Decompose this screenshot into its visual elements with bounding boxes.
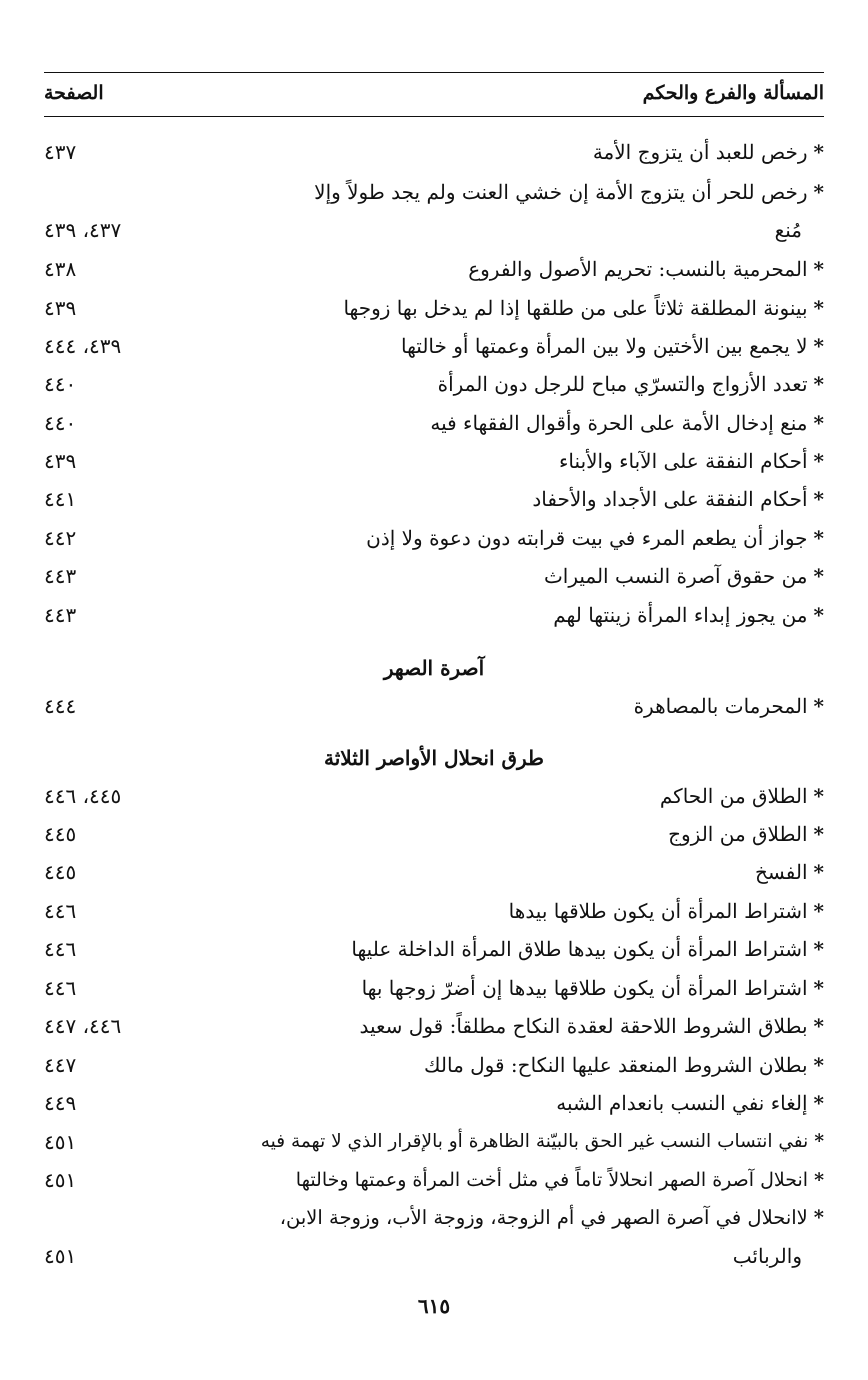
- entry-text: انحلال آصرة الصهر انحلالاً تاماً في مثل أخت المرأة وعمتها وخالتها: [295, 1169, 809, 1191]
- index-entry: [44, 328, 824, 364]
- entry-text: لا يجمع بين الأختين ولا بين المرأة وعمتها أو خالتها: [400, 334, 808, 358]
- index-entry: [44, 174, 824, 210]
- index-entry: [44, 1124, 824, 1160]
- bullet: *: [813, 334, 824, 358]
- entry-pages: ٤٣٩: [44, 296, 77, 320]
- bullet: *: [813, 694, 824, 718]
- entry-text: إلغاء نفي النسب بانعدام الشبه: [556, 1091, 808, 1115]
- bullet: *: [814, 1169, 824, 1191]
- entry-pages: ٤٣٧: [44, 140, 77, 164]
- entry-text: اشتراط المرأة أن يكون طلاقها بيدها: [508, 899, 808, 923]
- entry-pages: ٤٣٩، ٤٤٤: [44, 334, 122, 358]
- entry-pages: ٤٤٦، ٤٤٧: [44, 1014, 122, 1038]
- entry-pages: ٤٥١: [44, 1130, 77, 1154]
- entry-text: رخص للحر أن يتزوج الأمة إن خشي العنت ولم يجد طولاً وإلا: [314, 180, 808, 204]
- entry-pages: ٤٤٥، ٤٤٦: [44, 784, 122, 808]
- entry-text: اشتراط المرأة أن يكون طلاقها بيدها إن أضرّ زوجها بها: [361, 976, 808, 1000]
- index-entry: [44, 970, 824, 1006]
- entry-pages: ٤٤٧: [44, 1053, 77, 1077]
- index-entry: [44, 366, 824, 402]
- bullet: *: [813, 937, 824, 961]
- entry-pages: ٤٤٩: [44, 1091, 77, 1115]
- entry-text: جواز أن يطعم المرء في بيت قرابته دون دعوة ولا إذن: [366, 526, 808, 550]
- index-entry: [44, 1047, 824, 1083]
- index-entry-continuation: [44, 1238, 824, 1274]
- header-rule: [44, 116, 824, 117]
- entry-text: اشتراط المرأة أن يكون بيدها طلاق المرأة الداخلة عليها: [351, 937, 808, 961]
- index-entry-continuation: [44, 212, 824, 248]
- index-entry: [44, 251, 824, 287]
- bullet: *: [813, 487, 824, 511]
- entry-text: من يجوز إبداء المرأة زينتها لهم: [553, 603, 808, 627]
- entry-pages: ٤٤٤: [44, 694, 77, 718]
- entry-pages: ٤٣٨: [44, 257, 77, 281]
- index-entry: [44, 134, 824, 170]
- entry-pages: ٤٤٣: [44, 603, 77, 627]
- index-entry: [44, 290, 824, 326]
- bullet: *: [813, 1206, 824, 1229]
- entry-text: منع إدخال الأمة على الحرة وأقوال الفقهاء فيه: [430, 411, 808, 435]
- entry-text: نفي انتساب النسب غير الحق بالبيّنة الظاهرة أو بالإقرار الذي لا تهمة فيه: [260, 1131, 809, 1152]
- bullet: *: [813, 1053, 824, 1077]
- entry-text: أحكام النفقة على الآباء والأبناء: [559, 449, 808, 473]
- entry-text: رخص للعبد أن يتزوج الأمة: [592, 140, 808, 164]
- index-entry: [44, 597, 824, 633]
- bullet: *: [813, 449, 824, 473]
- entry-text: أحكام النفقة على الأجداد والأحفاد: [532, 487, 808, 511]
- index-entry: [44, 816, 824, 852]
- index-entry: [44, 854, 824, 890]
- page-number: ٦١٥: [417, 1294, 451, 1318]
- bullet: *: [813, 296, 824, 320]
- bullet: *: [813, 899, 824, 923]
- entry-pages: ٤٤١: [44, 487, 77, 511]
- index-entry: [44, 405, 824, 441]
- index-entry: [44, 1085, 824, 1121]
- bullet: *: [813, 976, 824, 1000]
- page-header: [44, 78, 824, 112]
- section-heading: طرق انحلال الأواصر الثلاثة: [324, 746, 544, 770]
- index-entry: [44, 481, 824, 517]
- bullet: *: [813, 603, 824, 627]
- index-entry: [44, 558, 824, 594]
- entry-text: بينونة المطلقة ثلاثاً على من طلقها إذا لم يدخل بها زوجها: [343, 296, 808, 320]
- entry-text-continuation: والربائب: [732, 1244, 802, 1268]
- bullet: *: [813, 140, 824, 164]
- entry-pages: ٤٥١: [44, 1244, 77, 1268]
- index-entry: [44, 778, 824, 814]
- entry-text: بطلان الشروط المنعقد عليها النكاح: قول مالك: [424, 1053, 808, 1077]
- entry-pages: ٤٤٦: [44, 937, 77, 961]
- index-entry: [44, 688, 824, 724]
- header-topic-label: المسألة والفرع والحكم: [642, 82, 824, 104]
- bullet: *: [813, 257, 824, 281]
- entry-text: الفسخ: [755, 860, 808, 884]
- entry-pages: ٤٣٧، ٤٣٩: [44, 218, 122, 242]
- entry-text: المحرمات بالمصاهرة: [633, 694, 808, 718]
- bullet: *: [813, 1091, 824, 1115]
- entry-text: الطلاق من الحاكم: [659, 784, 808, 808]
- header-page-label: الصفحة: [44, 82, 104, 104]
- bullet: *: [813, 180, 824, 204]
- entry-pages: ٤٥١: [44, 1168, 77, 1192]
- entry-pages: ٤٤٣: [44, 564, 77, 588]
- entry-text-continuation: مُنع: [774, 218, 802, 242]
- entry-pages: ٤٤٠: [44, 372, 77, 396]
- bullet: *: [813, 411, 824, 435]
- bullet: *: [813, 784, 824, 808]
- index-entry: [44, 1162, 824, 1198]
- bullet: *: [813, 526, 824, 550]
- index-entry: [44, 931, 824, 967]
- index-entry: [44, 520, 824, 556]
- entry-pages: ٤٤٦: [44, 976, 77, 1000]
- entry-text: بطلاق الشروط اللاحقة لعقدة النكاح مطلقاً: قول سعيد: [359, 1014, 808, 1038]
- entry-text: الطلاق من الزوج: [668, 822, 808, 846]
- section-heading: آصرة الصهر: [383, 656, 485, 680]
- bullet: *: [813, 564, 824, 588]
- entry-text: تعدد الأزواج والتسرّي مباح للرجل دون المرأة: [437, 372, 808, 396]
- entry-pages: ٤٤٦: [44, 899, 77, 923]
- bullet: *: [814, 1131, 824, 1152]
- entry-pages: ٤٣٩: [44, 449, 77, 473]
- entry-pages: ٤٤٥: [44, 822, 77, 846]
- bullet: *: [813, 860, 824, 884]
- index-entry: [44, 1200, 824, 1236]
- index-entry: [44, 893, 824, 929]
- bullet: *: [813, 822, 824, 846]
- entry-pages: ٤٤٥: [44, 860, 77, 884]
- entry-pages: ٤٤٠: [44, 411, 77, 435]
- bullet: *: [813, 372, 824, 396]
- entry-text: المحرمية بالنسب: تحريم الأصول والفروع: [468, 257, 808, 281]
- index-entry: [44, 443, 824, 479]
- bullet: *: [813, 1014, 824, 1038]
- entry-pages: ٤٤٢: [44, 526, 77, 550]
- index-entry: [44, 1008, 824, 1044]
- entry-text: من حقوق آصرة النسب الميراث: [543, 564, 808, 588]
- entry-text: لاانحلال في آصرة الصهر في أم الزوجة، وزوجة الأب، وزوجة الابن،: [279, 1206, 808, 1229]
- top-rule: [44, 72, 824, 73]
